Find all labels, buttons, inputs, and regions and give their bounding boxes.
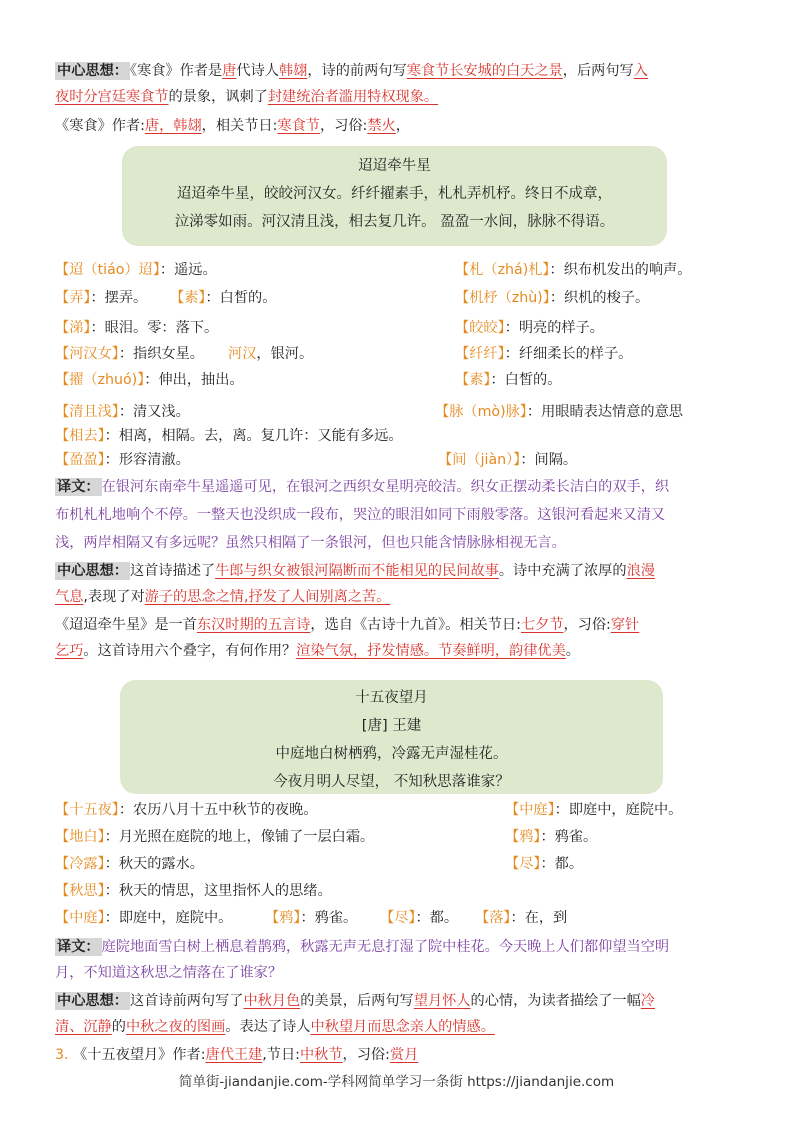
text-run: 《十五夜望月》作者: <box>68 1047 206 1063</box>
footer-watermark: 简单街-jiandanjie.com-学科网简单学习一条街 https://jiandanjie.com <box>178 1074 615 1090</box>
sec3-line2 <box>55 1014 753 1040</box>
sec1-line3 <box>55 113 753 139</box>
poem2-box <box>120 680 663 794</box>
poem1-box <box>122 146 667 246</box>
text-run: 游子的思念之情,抒发了人间别离之苦。 <box>144 589 391 605</box>
definition-item <box>455 258 691 282</box>
definition-word: 【鸦】 <box>265 910 301 926</box>
sec3-line1 <box>55 988 753 1014</box>
definition-meaning: ：即庭中，庭院中。 <box>104 910 233 926</box>
definition-meaning: ：摆弄。 <box>90 290 148 306</box>
text-run: 中秋月色 <box>243 993 301 1009</box>
text-run: 封建统治者滥用特权现象。 <box>267 89 439 105</box>
text-run: 入 <box>633 63 648 79</box>
definition-item <box>475 906 567 930</box>
definition-word: 【河汉女】 <box>55 346 119 362</box>
text-run: ， <box>395 118 410 134</box>
text-run: 七夕节 <box>520 617 564 633</box>
definition-meaning: ：清又浅。 <box>118 404 190 420</box>
definition-word: 河汉 <box>228 346 257 362</box>
definition-meaning: ：白皙的。 <box>490 372 562 388</box>
definition-meaning: ：秋天的情思，这里指怀人的思绪。 <box>104 883 332 899</box>
definition-item <box>55 906 232 930</box>
definition-item <box>438 448 577 472</box>
sec2-line3 <box>55 612 753 638</box>
definition-word: 【盈盈】 <box>55 452 105 468</box>
trans2-line2: 月，不知道这秋思之情落在了谁家？ <box>55 965 283 981</box>
definition-word: 【中庭】 <box>505 802 555 818</box>
definition-item <box>455 316 604 340</box>
definition-word: 【落】 <box>475 910 511 926</box>
text-run: 气息 <box>55 589 84 605</box>
definition-meaning: ：遥远。 <box>159 262 217 278</box>
trans2-line1: 译文： 庭院地面雪白树上栖息着鹊鸦，秋露无声无息打湿了院中桂花。今天晚上人们都仰望当空明 <box>57 939 670 955</box>
definition-meaning: ：形容清澈。 <box>104 452 190 468</box>
definition-item <box>505 852 583 876</box>
main-idea-tag: 中心思想： <box>57 63 128 79</box>
sec3-line3 <box>55 1042 753 1068</box>
definition-meaning: ：眼泪。零：落下。 <box>90 320 219 336</box>
text-run: 中秋节 <box>299 1047 343 1063</box>
definition-meaning: ：指织女星。 <box>118 346 204 362</box>
definition-word: 【迢（tiáo）迢】 <box>55 262 160 278</box>
sec2-line4 <box>55 638 753 664</box>
definition-meaning: ：都。 <box>415 910 459 926</box>
text-run: ，习俗: <box>319 118 368 134</box>
definition-word: 【素】 <box>170 290 206 306</box>
text-run: 望月怀人 <box>413 993 471 1009</box>
sec1-line1 <box>55 58 753 84</box>
text-run: ，诗的前两句写 <box>307 63 407 79</box>
definition-item <box>55 825 374 849</box>
text-run: 赏月 <box>389 1047 419 1063</box>
definition-item <box>170 286 276 310</box>
definition-word: 【尽】 <box>505 856 541 872</box>
definition-word: 【弄】 <box>55 290 91 306</box>
sec2-line2 <box>55 584 753 610</box>
definition-item <box>228 342 313 366</box>
definition-word: 【秋思】 <box>55 883 105 899</box>
definition-meaning: ：织布机发出的响声。 <box>549 262 692 278</box>
text-run: 《迢迢牵牛星》是一首 <box>55 617 197 633</box>
poem2-title: 十五夜望月 <box>355 690 428 706</box>
definition-meaning: ：用眼睛表达情意的意思 <box>526 404 683 420</box>
text-run: ，后两句写 <box>562 63 634 79</box>
text-run: 乞巧 <box>55 643 84 659</box>
definition-item <box>55 879 332 903</box>
definition-word: 【中庭】 <box>55 910 105 926</box>
definition-item <box>55 316 218 340</box>
definition-meaning: ：相离，相隔。去，离。复几许：又能有多远。 <box>104 428 403 444</box>
definition-meaning: ：伸出，抽出。 <box>144 372 244 388</box>
definition-word: 【纤纤】 <box>455 346 505 362</box>
text-run: 的 <box>111 1019 126 1035</box>
definition-meaning: ：白皙的。 <box>205 290 277 306</box>
definition-word: 【尽】 <box>380 910 416 926</box>
poem1-line2: 泣涕零如雨。河汉清且浅，相去复几许。 盈盈一水间，脉脉不得语。 <box>174 214 615 230</box>
text-run: 《寒食》作者是 <box>129 63 223 79</box>
definition-meaning: ：秋天的露水。 <box>104 856 204 872</box>
text-run: ，相关节日: <box>201 118 278 134</box>
text-run: 东汉时期的五言诗 <box>196 617 311 633</box>
text-run: 3. <box>55 1047 69 1063</box>
text-run: ，习俗: <box>563 617 611 633</box>
definition-item <box>55 342 204 366</box>
text-run: 这首诗描述了 <box>129 563 216 579</box>
definition-meaning: ：织机的梭子。 <box>549 290 650 306</box>
text-run: 牛郎与织女被银河隔断而不能相见的民间故事 <box>215 563 499 579</box>
text-run: 穿针 <box>610 617 640 633</box>
text-run: 。诗中充满了浓厚的 <box>498 563 627 579</box>
text-run: 。表达了诗人 <box>225 1019 311 1035</box>
definition-item <box>265 906 357 930</box>
definition-item <box>380 906 458 930</box>
poem2-line1: 中庭地白树栖鸦，冷露无声湿桂花。 <box>275 746 508 762</box>
definition-word: 【皎皎】 <box>455 320 505 336</box>
definition-meaning: ：都。 <box>540 856 584 872</box>
definition-word: 【十五夜】 <box>55 802 119 818</box>
definition-item <box>505 825 597 849</box>
text-run: 中秋望月而思念亲人的情感。 <box>310 1019 495 1035</box>
definition-item <box>55 448 190 472</box>
text-run: 禁火 <box>367 118 396 134</box>
main-idea-tag: 中心思想： <box>57 993 128 1009</box>
definition-word: 【冷露】 <box>55 856 105 872</box>
trans1-line3: 浅，两岸相隔又有多远呢？虽然只相隔了一条银河，但也只能含情脉脉相视无言。 <box>55 535 566 551</box>
definition-item <box>435 400 683 424</box>
definition-word: 【鸦】 <box>505 829 541 845</box>
definition-item <box>55 400 190 424</box>
definition-word: 【相去】 <box>55 428 105 444</box>
definition-item <box>455 342 632 366</box>
definition-meaning: ：即庭中，庭院中。 <box>554 802 683 818</box>
definition-word: 【素】 <box>455 372 491 388</box>
text-run: 唐，韩翃 <box>144 118 202 134</box>
poem1-title: 迢迢牵牛星 <box>358 158 431 174</box>
definition-word: 【清且浅】 <box>55 404 119 420</box>
definition-meaning: ：鸦雀。 <box>540 829 598 845</box>
definition-item <box>55 368 244 392</box>
trans1-line2: 布机札札地响个不停。一整天也没织成一段布，哭泣的眼泪如同下雨般零落。这银河看起来又清又 <box>55 507 666 523</box>
text-run: 寒食节 <box>277 118 320 134</box>
sec1-line2 <box>55 84 753 110</box>
definition-meaning: ：月光照在庭院的地上，像铺了一层白霜。 <box>104 829 375 845</box>
definition-word: 【札（zhá)札】 <box>455 262 550 278</box>
definition-meaning: ，银河。 <box>256 346 314 362</box>
translation-tag: 译文： <box>57 479 100 495</box>
text-run: ,表现了对 <box>83 589 145 605</box>
definition-word: 【涕】 <box>55 320 91 336</box>
definition-item <box>55 798 317 822</box>
poem1-line1: 迢迢牵牛星，皎皎河汉女。纤纤擢素手，札札弄机杼。终日不成章， <box>177 186 612 202</box>
text-run: 的景象，讽刺了 <box>168 89 268 105</box>
definition-meaning: ：纤细柔长的样子。 <box>504 346 633 362</box>
text-run: ,节日: <box>262 1047 300 1063</box>
text-run: 夜时分宫廷寒食节 <box>55 89 169 105</box>
text-run: 的美景，后两句写 <box>300 993 414 1009</box>
definition-word: 【机杼（zhù)】 <box>455 290 550 306</box>
text-run: 浪漫 <box>626 563 655 579</box>
definition-item <box>55 258 217 282</box>
definition-item <box>55 424 403 448</box>
definition-item <box>455 286 649 310</box>
translation-tag: 译文： <box>57 939 100 955</box>
text-run: 这首诗前两句写了 <box>129 993 244 1009</box>
text-run: 唐代王建 <box>205 1047 263 1063</box>
definition-item <box>55 286 147 310</box>
text-run: 唐 <box>222 63 237 79</box>
text-run: 渲染气氛，抒发情感。节奏鲜明，韵律优美 <box>296 643 566 659</box>
definition-item <box>55 852 204 876</box>
text-run: 。这首诗用六个叠字，有何作用？ <box>83 643 297 659</box>
text-run: 的心情，为读者描绘了一幅 <box>470 993 641 1009</box>
text-run: 中秋之夜的图画 <box>125 1019 226 1035</box>
definition-item <box>505 798 682 822</box>
trans1-line1: 译文： 在银河东南牵牛星遥遥可见，在银河之西织女星明亮皎洁。织女正摆动柔长洁白的双手，织 <box>57 479 670 495</box>
text-run: 清、沉静 <box>55 1019 112 1035</box>
main-idea-tag: 中心思想： <box>57 563 128 579</box>
text-run: 。 <box>565 643 580 659</box>
text-run: 代诗人 <box>236 63 279 79</box>
definition-meaning: ：在，到 <box>510 910 568 926</box>
definition-item <box>455 368 561 392</box>
poem2-line2: 今夜月明人尽望， 不知秋思落谁家？ <box>273 774 510 790</box>
definition-meaning: ：农历八月十五中秋节的夜晚。 <box>118 802 318 818</box>
text-run: ，选自《古诗十九首》。相关节日: <box>310 617 521 633</box>
sec2-line1 <box>55 558 753 584</box>
definition-meaning: ：明亮的样子。 <box>504 320 604 336</box>
definition-word: 【地白】 <box>55 829 105 845</box>
definition-word: 【间（jiàn）】 <box>438 452 521 468</box>
definition-meaning: ：鸦雀。 <box>300 910 358 926</box>
text-run: 《寒食》作者: <box>55 118 145 134</box>
definition-word: 【擢（zhuó)】 <box>55 372 145 388</box>
text-run: 韩翃 <box>278 63 308 79</box>
text-run: 寒食节长安城的白天之景 <box>406 63 563 79</box>
definition-word: 【脉（mò)脉】 <box>435 404 527 420</box>
text-run: 冷 <box>640 993 655 1009</box>
definition-meaning: ：间隔。 <box>520 452 578 468</box>
poem2-author: [唐] 王建 <box>361 718 422 734</box>
text-run: ，习俗: <box>342 1047 390 1063</box>
